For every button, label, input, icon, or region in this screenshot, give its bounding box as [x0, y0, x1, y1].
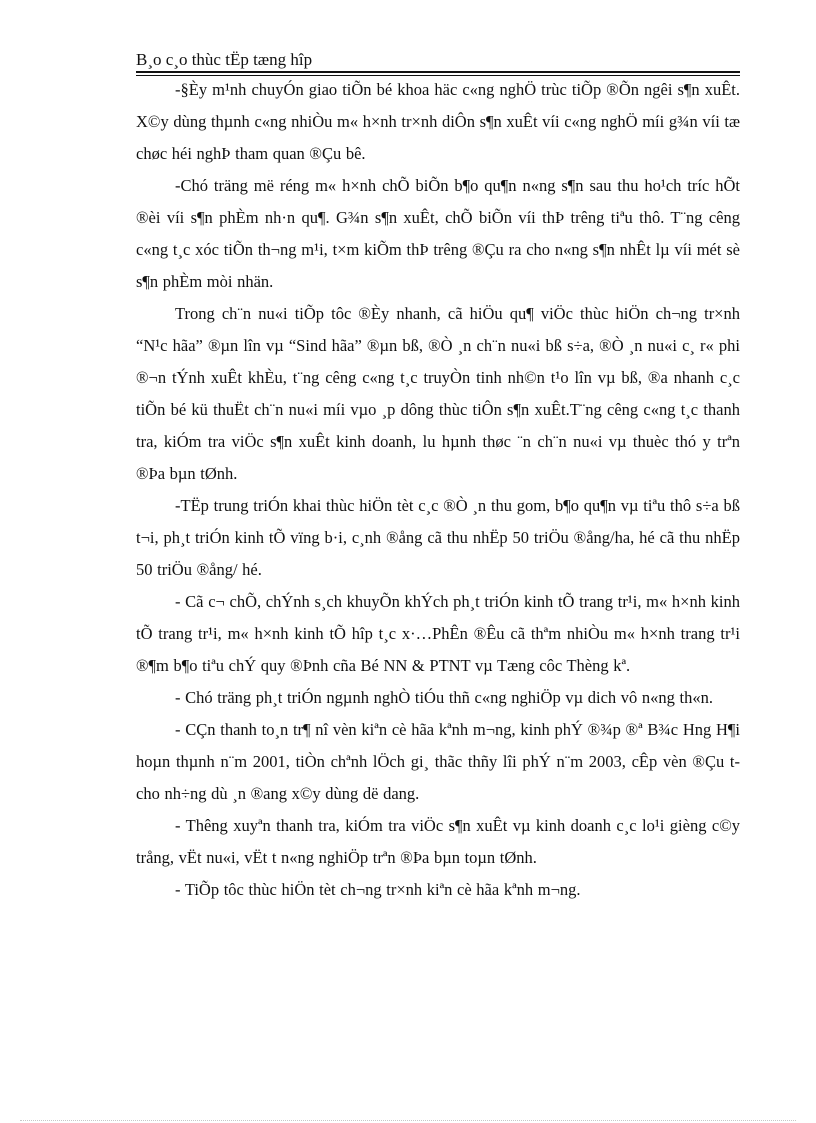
header-rule-thick [136, 71, 740, 73]
document-body [136, 74, 740, 906]
paragraph: - Chó träng ph¸t triÓn ngµnh nghÒ tiÓu thñ c«ng nghiÖp vµ dich vô n«ng th«n. [175, 688, 713, 707]
paragraph: - Thêng xuyªn thanh tra, kiÓm tra viÖc s¶n xuÊt vµ kinh doanh c¸c lo¹i gièng c©y trång, vËt nu«i, vËt t n«ng nghiÖp trªn ®Þa bµn toµn tØnh. [136, 816, 740, 867]
paragraph: - Cã c¬ chÕ, chÝnh s¸ch khuyÕn khÝch ph¸t triÓn kinh tÕ trang tr¹i, m« h×nh kinh tÕ trang tr¹i, m« h×nh kinh tÕ hîp t¸c x·…PhÊn ®Êu cã thªm nhiÒu m« h×nh trang tr¹i ®¶m b¶o tiªu chÝ quy ®Þnh cña Bé NN & PTNT vµ Tæng côc Thèng kª. [136, 592, 740, 675]
page-header: B¸o c¸o thùc tËp tæng hîp [136, 50, 313, 69]
paragraph: -Chó träng më réng m« h×nh chÕ biÕn b¶o qu¶n n«ng s¶n sau thu ho¹ch tríc hÕt ®èi víi s¶n phÈm nh·n qu¶. G¾n s¶n xuÊt, chÕ biÕn víi thÞ trêng tiªu thô. T¨ng cêng c«ng t¸c xóc tiÕn th¬ng m¹i, t×m kiÕm thÞ trêng ®Çu ra cho n«ng s¶n nhÊt lµ víi mét sè s¶n phÈm mòi nhän. [136, 176, 740, 291]
paragraph: - CÇn thanh to¸n tr¶ nî vèn kiªn cè hãa kªnh m¬ng, kinh phÝ ®¾p ®ª B¾c Hng H¶i hoµn thµnh n¨m 2001, tiÒn chªnh lÖch gi¸ thãc thñy lîi phÝ n¨m 2003, cÊp vèn ®Çu t cho nh÷ng dù ¸n ®ang x©y dùng dë dang. [136, 720, 740, 803]
paragraph: -TËp trung triÓn khai thùc hiÖn tèt c¸c ®Ò ¸n thu gom, b¶o qu¶n vµ tiªu thô s÷a bß t¬i, ph¸t triÓn kinh tÕ vïng b·i, c¸nh ®ång cã thu nhËp 50 triÖu ®ång/ha, hé cã thu nhËp 50 triÖu ®ång/ hé. [136, 496, 740, 579]
paragraph: - TiÕp tôc thùc hiÖn tèt ch¬ng tr×nh kiªn cè hãa kªnh m¬ng. [175, 880, 581, 899]
paragraph: -§Èy m¹nh chuyÓn giao tiÕn bé khoa häc c«ng nghÖ trùc tiÕp ®Õn ngêi s¶n xuÊt. X©y dùng thµnh c«ng nhiÒu m« h×nh tr×nh diÔn s¶n xuÊt víi c«ng nghÖ míi g¾n víi tæ chøc héi nghÞ tham quan ®Çu bê. [136, 80, 740, 163]
paragraph: Trong ch¨n nu«i tiÕp tôc ®Èy nhanh, cã hiÖu qu¶ viÖc thùc hiÖn ch¬ng tr×nh “N¹c hãa” ®µn lîn vµ “Sind hãa” ®µn bß, ®Ò ¸n ch¨n nu«i bß s÷a, ®Ò ¸n nu«i c¸ r« phi ®¬n tÝnh xuÊt khÈu, t¨ng cêng c«ng t¸c truyÒn tinh nh©n t¹o lîn vµ bß, ®a nhanh c¸c tiÕn bé kü thuËt ch¨n nu«i míi vµo ¸p dông thùc tiÔn s¶n xuÊt.T¨ng cêng c«ng t¸c thanh tra, kiÓm tra viÖc s¶n xuÊt kinh doanh, lu hµnh thøc ¨n ch¨n nu«i vµ thuèc thó y trªn ®Þa bµn tØnh. [136, 304, 740, 483]
page-bottom-dotted-line [20, 1120, 796, 1121]
